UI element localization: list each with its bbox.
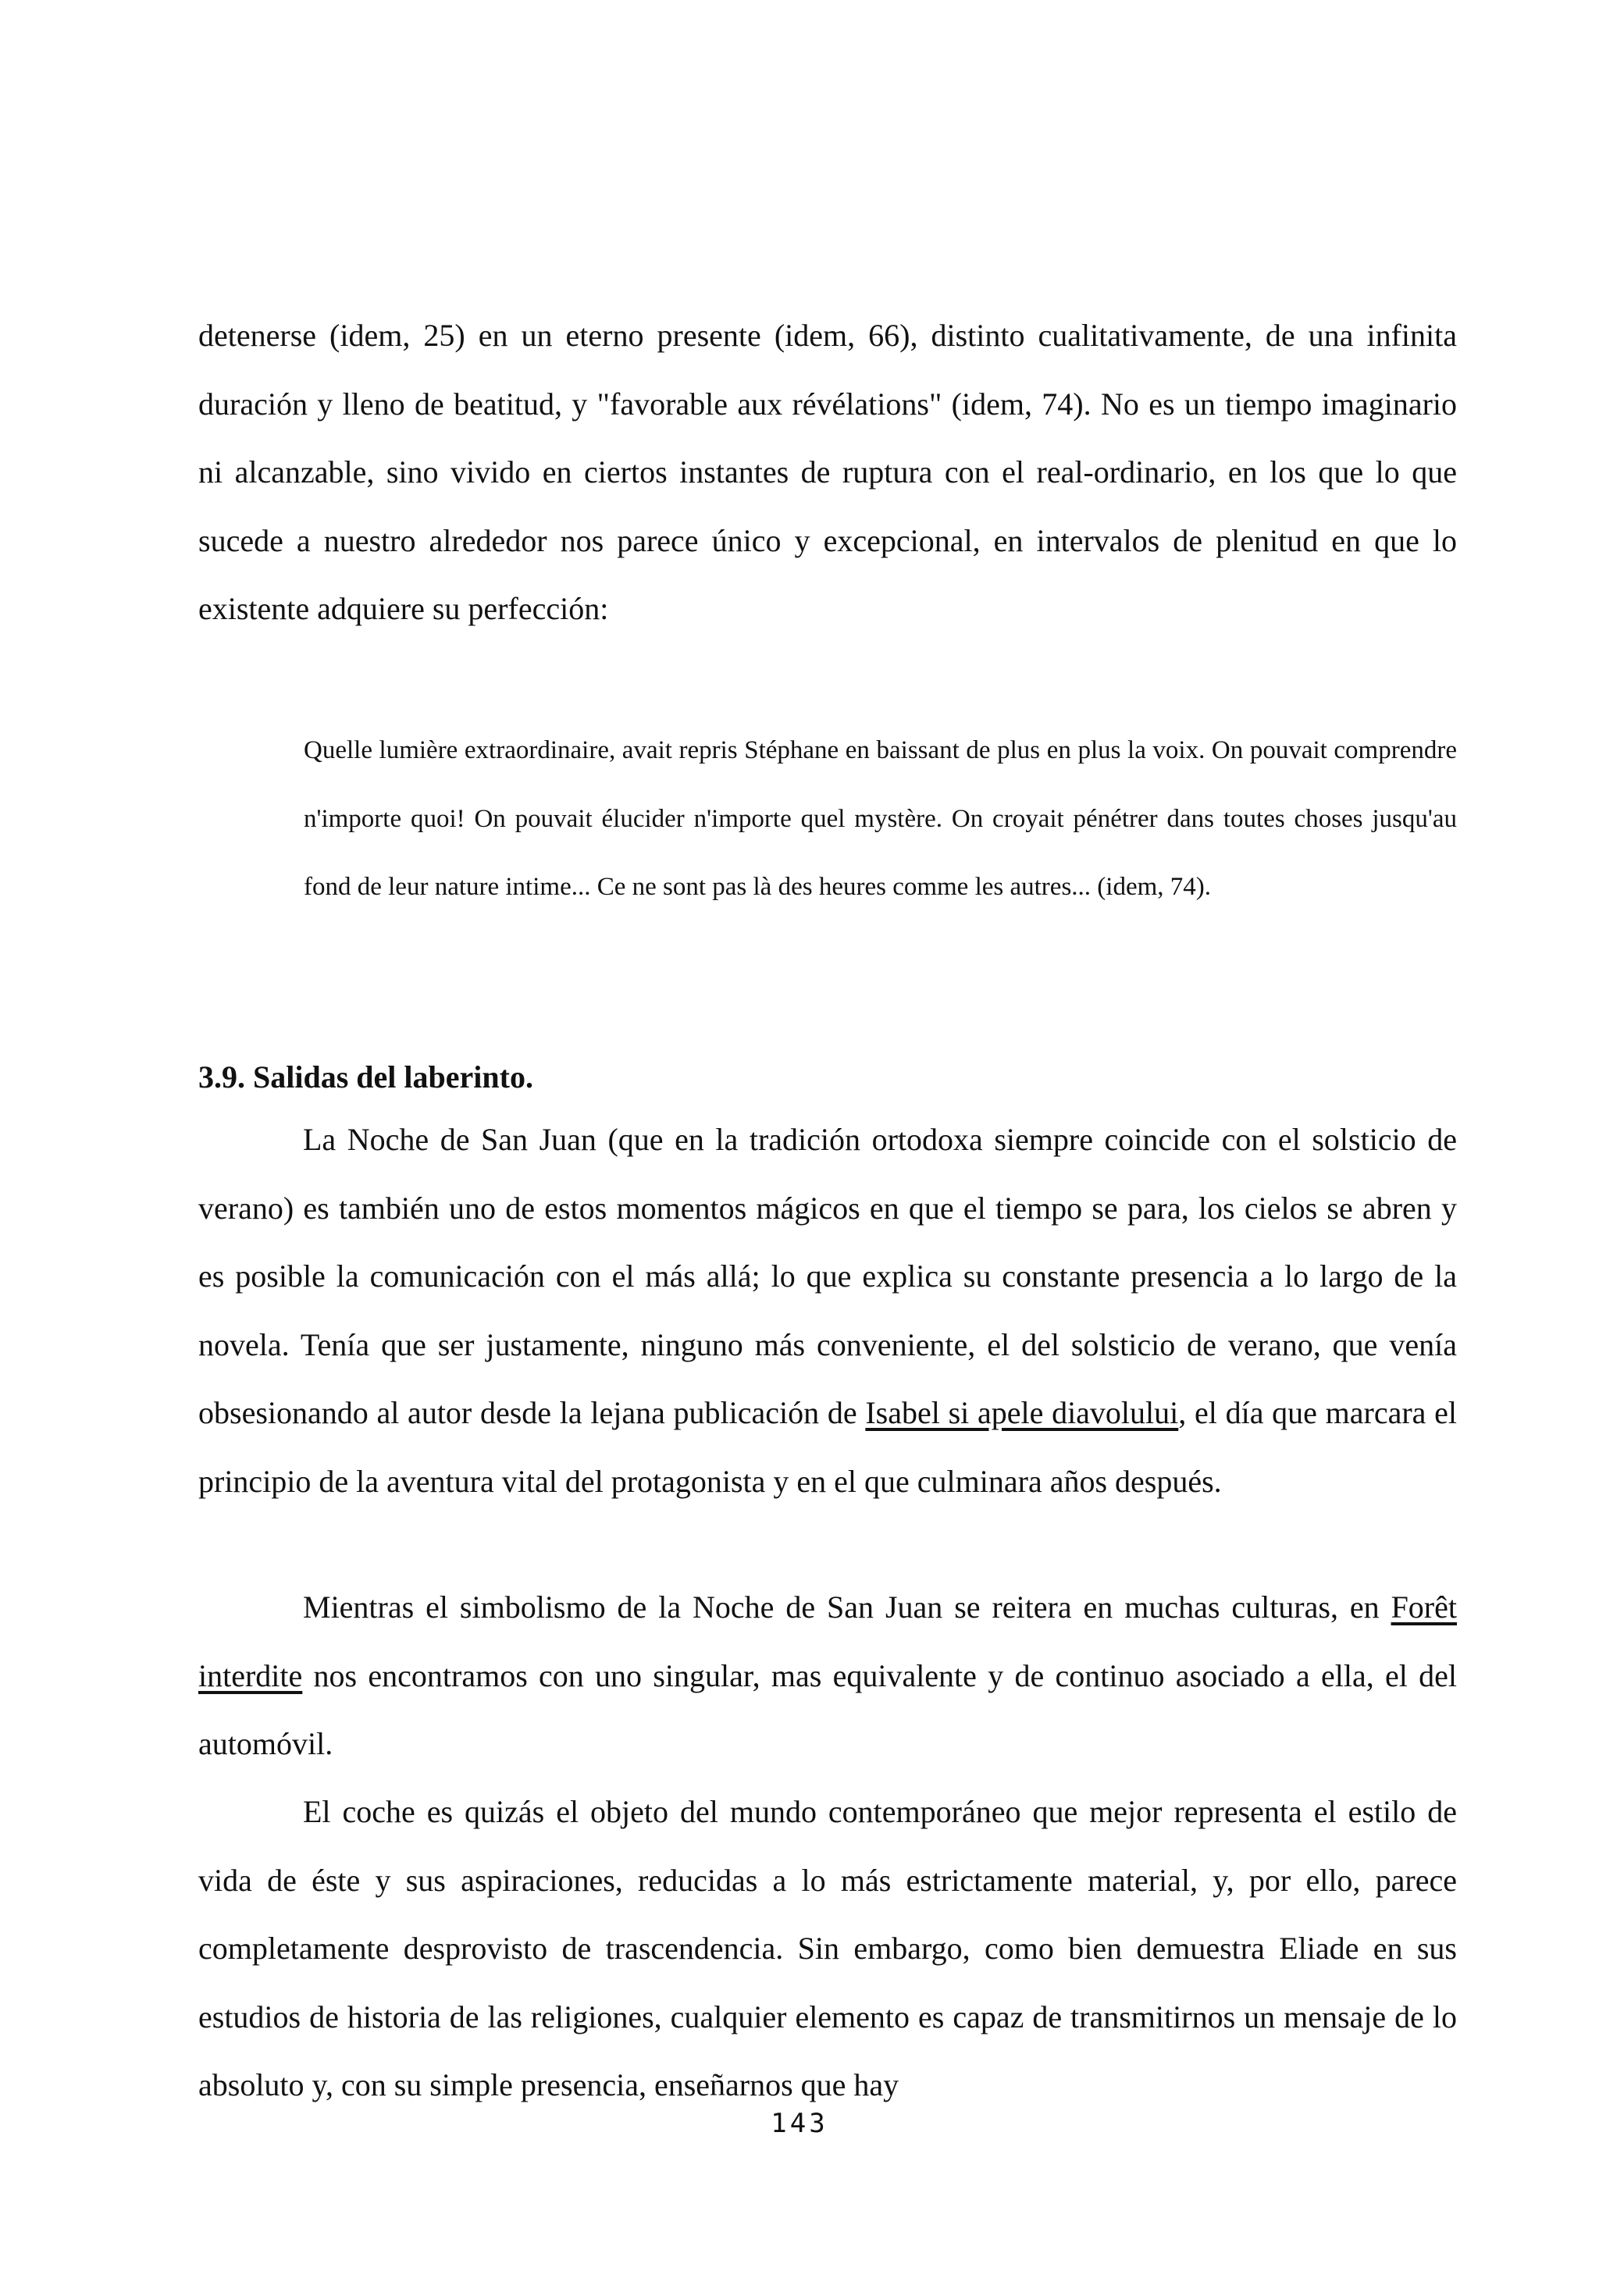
paragraph-3-part-1: Mientras el simbolismo de la Noche de San Juan se reitera en muchas culturas, en — [303, 1589, 1391, 1625]
paragraph-2-part-1: La Noche de San Juan (que en la tradición ortodoxa siempre coincide con el solsticio de verano) es también uno de estos momentos mágicos en que el tiempo se para, los cielos se abren y es posible la comunicación con el más allá; lo que explica su constante presencia a lo largo de la novela. Tenía que ser justamente, ninguno más conveniente, el del solsticio de verano, que venía obsesionando al autor desde la lejana publicación de — [198, 1122, 1457, 1430]
paragraph-4 — [198, 1778, 1457, 2120]
paragraph-1 — [198, 301, 1457, 643]
paragraph-3-part-2: nos encontramos con uno singular, mas equivalente y de continuo asociado a ella, el del automóvil. — [198, 1657, 1457, 1761]
paragraph-1-text — [198, 301, 1457, 643]
paragraph-4-part-1: El coche es quizás el objeto del mundo contemporáneo que mejor representa el estilo de vida de éste y sus aspiraciones, reducidas a lo más estrictamente material, y, por ello, parece completamente desprovisto de trascendencia. Sin embargo, como bien demuestra Eliade en sus estudios de historia de las religiones, cualquier elemento es capaz de transmitirnos un mensaje de lo absoluto y, con su simple presencia, enseñarnos que hay — [198, 1794, 1457, 2102]
paragraph-2-part-2: , el día que marcara el principio de la aventura vital del protagonista y en el que culminara años después. — [198, 1395, 1457, 1499]
paragraph-4-text — [198, 1778, 1457, 2120]
book-title-foret: Forêt interdite — [198, 1589, 1457, 1693]
paragraph-2 — [198, 1105, 1457, 1515]
page-number: 143 — [771, 2108, 828, 2139]
paragraph-1-part-1: detenerse (idem, 25) en un eterno presente (idem, 66), distinto cualitativamente, de una infinita duración y lleno de beatitud, y "favorable aux révélations" (idem, 74). No es un tiempo imaginario ni alcanzable, sino vivido en ciertos instantes de ruptura con el real-ordinario, en los que lo que sucede a nuestro alrededor nos parece único y excepcional, en intervalos de plenitud en que lo existente adquiere su perfección: — [198, 318, 1457, 626]
paragraph-2-text — [198, 1105, 1457, 1515]
paragraph-3-text — [198, 1573, 1457, 1778]
paragraph-3 — [198, 1573, 1457, 1778]
block-quote — [304, 717, 1457, 922]
block-quote-text: Quelle lumière extraordinaire, avait repris Stéphane en baissant de plus en plus la voix. On pouvait comprendre n'importe quoi! On pouvait élucider n'importe quel mystère. On croyait pénétrer dans toutes choses jusqu'au fond de leur nature intime... Ce ne sont pas là des heures comme les autres... (idem, 74). — [304, 736, 1457, 901]
section-heading: 3.9. Salidas del laberinto. — [198, 1059, 533, 1095]
book-title-isabel: Isabel si apele diavolului — [865, 1395, 1179, 1430]
